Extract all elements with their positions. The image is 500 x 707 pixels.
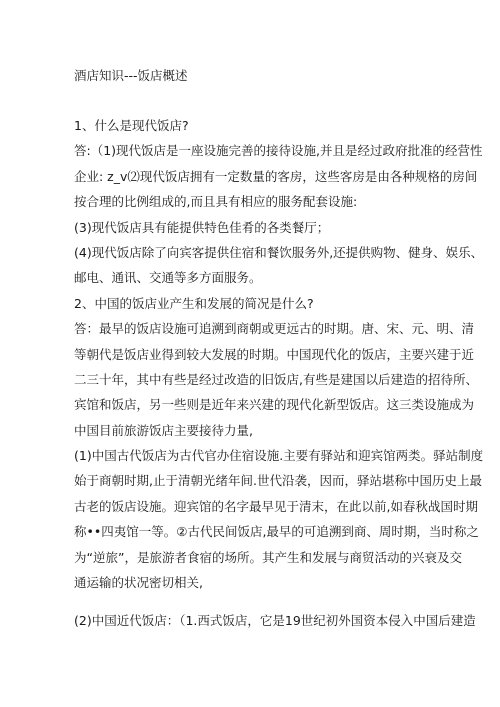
document-body [74,118,484,639]
answer-2-line-5: 中国目前旅游饭店主要接待力量, [74,422,253,438]
ancient-hotels-line-3: 古老的饭店设施。迎宾馆的名字最早见于清末，在此以前,如春秋战国时期 [74,498,478,514]
answer-1-line-1: 答:（1)现代饭店是一座设施完善的接待设施,并且是经过政府批准的经营性 [74,143,483,159]
answer-1-line-6: 邮电、通讯、交通等多方面服务。 [74,270,262,286]
ancient-hotels-line-2: 始于商朝时期,止于清朝光绪年间.世代沿袭，因而，驿站堪称中国历史上最 [74,473,482,489]
paragraph-gap [74,600,434,613]
ancient-hotels-line-1: (1)中国古代饭店为古代官办住宿设施.主要有驿站和迎宾馆两类。驿站制度 [74,448,484,464]
answer-2-line-1: 答：最早的饭店设施可追溯到商朝或更远古的时期。唐、宋、元、明、清 [74,321,475,337]
ancient-hotels-line-5: 为“逆旅”，是旅游者食宿的场所。其产生和发展与商贸活动的兴衰及交 [74,549,462,565]
document-title: 酒店知识---饭店概述 [74,68,188,83]
ancient-hotels-line-4: 称••四夷馆一等。②古代民间饭店,最早的可追溯到商、周时期，当时称之 [74,524,479,540]
answer-1-line-2: 企业: z_v⑵现代饭店拥有一定数量的客房，这些客房是由各种规格的房间 [74,168,478,184]
question-1: 1、什么是现代饭店? [74,118,189,133]
question-2: 2、中国的饭店业产生和发展的简况是什么? [74,295,314,311]
answer-1-line-4: (3)现代饭店具有能提供特色佳肴的各类餐厅； [74,219,330,235]
ancient-hotels-line-6: 通运输的状况密切相关, [74,575,203,591]
answer-2-line-4: 宾馆和饭店，另一些则是近年来兴建的现代化新型饭店。这三类设施成为 [74,397,475,413]
modern-hotels-line-1: (2)中国近代饭店：（1.西式饭店，它是19世纪初外国资本侵入中国后建造 [74,613,476,629]
answer-1-line-5: (4)现代饭店除了向宾客提供住宿和餐饮服务外,还提供购物、健身、娱乐、 [74,244,484,260]
answer-2-line-2: 等朝代是饭店业得到较大发展的时期。中国现代化的饭店，主要兴建于近 [74,346,475,362]
answer-2-line-3: 二三十年，其中有些是经过改造的旧饭店,有些是建国以后建造的招待所、 [74,371,478,387]
answer-1-line-3: 按合理的比例组成的,而且具有相应的服务配套设施: [74,194,358,210]
